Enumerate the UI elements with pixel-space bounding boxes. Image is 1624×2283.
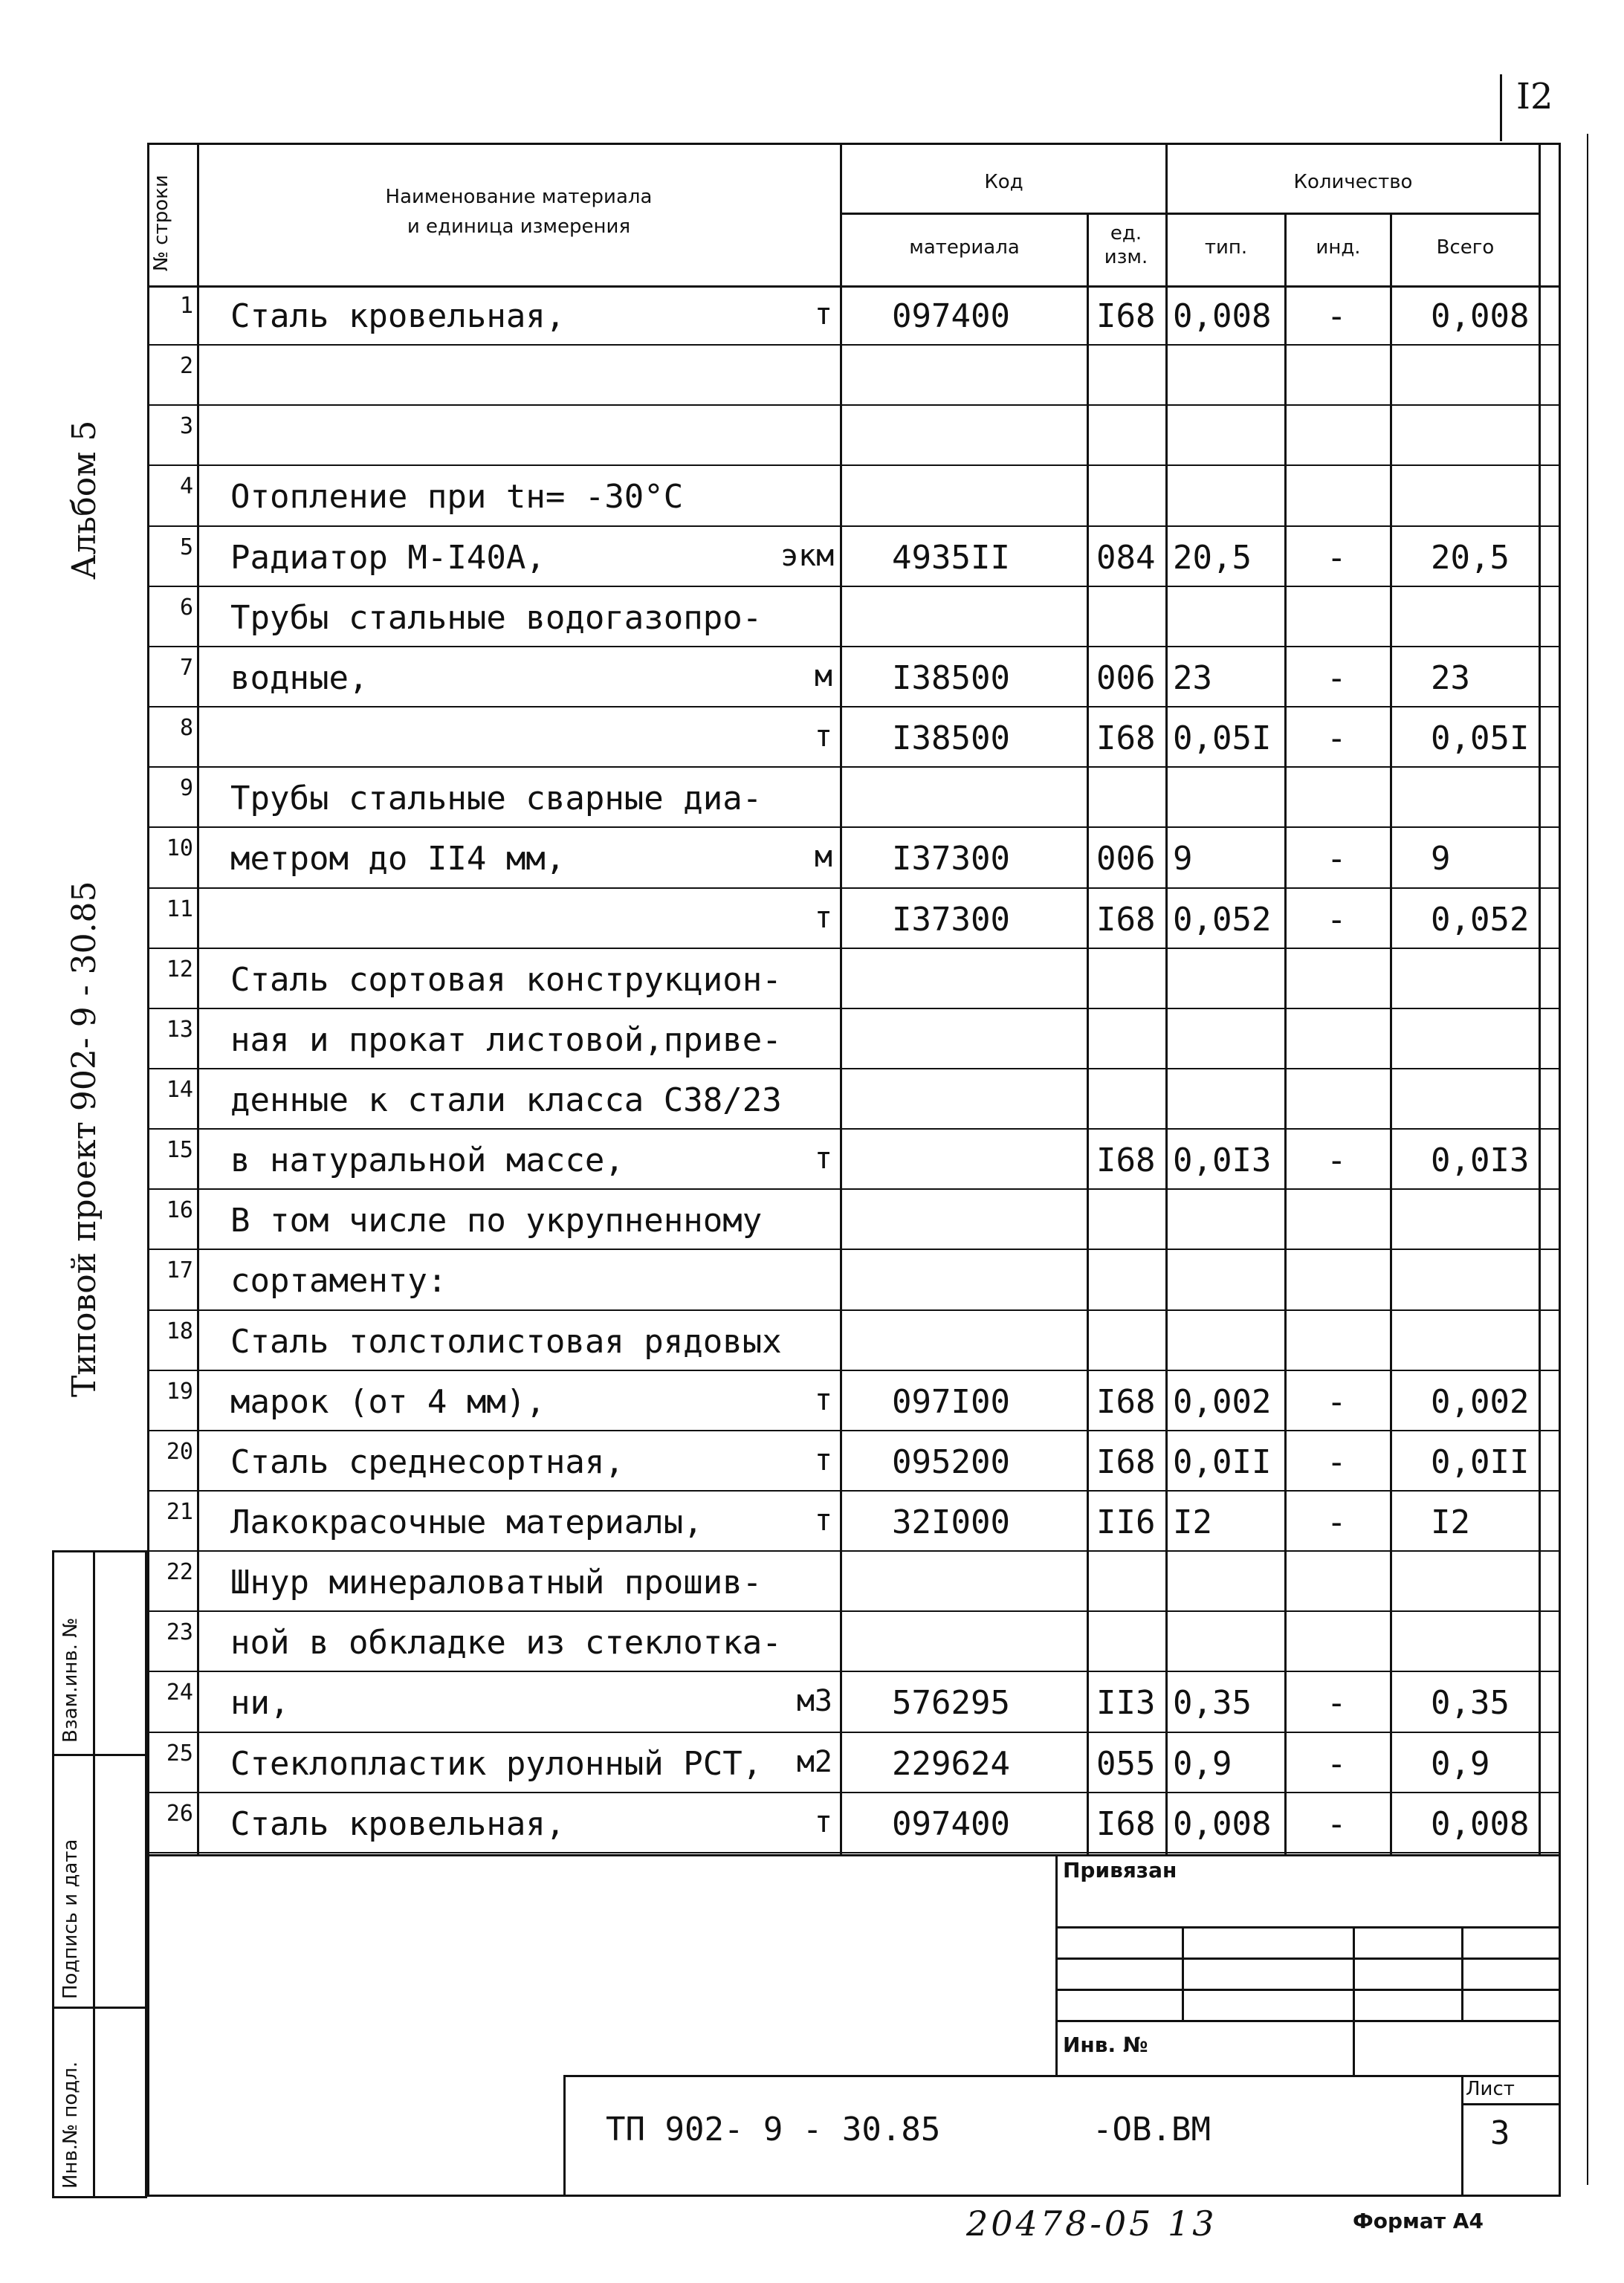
row-name: В том числе по укрупненному [230, 1202, 763, 1240]
row-name: Стеклопластик рулонный РСТ, [230, 1745, 763, 1783]
row-line [147, 1610, 1561, 1612]
row-number: 21 [166, 1499, 193, 1525]
row-qty-ind: - [1327, 1745, 1347, 1783]
row-qty-ind: - [1327, 719, 1347, 757]
row-name: Трубы стальные сварные диа- [230, 780, 763, 817]
row-number: 6 [179, 595, 193, 621]
row-unit: экм [780, 539, 835, 573]
row-number: 1 [179, 293, 193, 319]
row-unit-code: I68 [1096, 1443, 1156, 1481]
row-line [147, 1008, 1561, 1009]
row-qty-ind: - [1327, 1142, 1347, 1179]
stamp-vzam-inv: Взам.инв. № [59, 1617, 82, 1743]
row-qty-ind: - [1327, 1684, 1347, 1722]
title-block-list-divider [1461, 2075, 1463, 2197]
row-number: 15 [166, 1137, 193, 1163]
row-number: 25 [166, 1740, 193, 1767]
row-name: метром до II4 мм, [230, 840, 566, 878]
page-number: I2 [1516, 76, 1553, 117]
row-number: 3 [179, 413, 193, 439]
row-qty-typ: 0,35 [1173, 1684, 1252, 1722]
format-label: Формат А4 [1353, 2209, 1484, 2233]
row-qty-total: 23 [1431, 659, 1470, 697]
row-code: 097400 [892, 1805, 1010, 1843]
row-number: 2 [179, 353, 193, 379]
row-qty-total: 0,0I3 [1431, 1142, 1530, 1179]
row-code: 4935II [892, 539, 1010, 577]
row-line [147, 1249, 1561, 1250]
stamp-divider [93, 1550, 95, 2198]
privyazan-grid-col [1353, 1926, 1355, 2077]
row-qty-typ: 0,002 [1173, 1383, 1272, 1421]
row-name: ной в обкладке из стеклотка- [230, 1624, 782, 1662]
row-qty-typ: 0,9 [1173, 1745, 1232, 1783]
row-unit-code: 006 [1096, 840, 1156, 878]
row-unit: т [814, 901, 832, 935]
row-qty-total: 0,008 [1431, 297, 1530, 335]
row-unit: т [814, 1443, 832, 1477]
album-label: Альбом 5 [65, 420, 103, 580]
row-qty-ind: - [1327, 1383, 1347, 1421]
row-name: Сталь сортовая конструкцион- [230, 961, 782, 999]
row-line [147, 826, 1561, 828]
row-qty-typ: 20,5 [1173, 539, 1252, 577]
title-block-left [563, 2075, 566, 2197]
row-name: Сталь среднесортная, [230, 1443, 624, 1481]
row-unit: м3 [796, 1684, 832, 1718]
header-quantity: Количество [1293, 171, 1413, 193]
header-code-material: материала [909, 236, 1020, 259]
row-name: Трубы стальные водогазопро- [230, 599, 763, 637]
row-number: 11 [166, 896, 193, 922]
row-qty-ind: - [1327, 539, 1347, 577]
row-qty-ind: - [1327, 840, 1347, 878]
row-unit-code: I68 [1096, 1142, 1156, 1179]
row-qty-ind: - [1327, 297, 1347, 335]
header-qty-ind: инд. [1316, 236, 1361, 259]
header-code: Код [984, 171, 1023, 193]
row-code: 097400 [892, 297, 1010, 335]
row-number: 16 [166, 1197, 193, 1223]
row-unit: т [814, 1383, 832, 1417]
row-unit: т [814, 719, 832, 754]
row-line [147, 1309, 1561, 1311]
row-unit-code: I68 [1096, 297, 1156, 335]
row-code: I38500 [892, 719, 1010, 757]
stamp-row-line [52, 1754, 147, 1756]
header-row-no: № строки [150, 175, 172, 271]
row-number: 12 [166, 956, 193, 982]
row-line [147, 1671, 1561, 1672]
list-label-line [1461, 2103, 1561, 2105]
row-name: Отопление при tн= -30°С [230, 478, 684, 516]
stamp-podpis-data: Подпись и дата [59, 1839, 82, 1999]
row-line [147, 1370, 1561, 1371]
row-unit: м [814, 659, 832, 693]
row-name: Радиатор М-I40А, [230, 539, 546, 577]
row-qty-ind: - [1327, 1443, 1347, 1481]
row-name: Шнур минераловатный прошив- [230, 1564, 763, 1602]
row-unit-code: 055 [1096, 1745, 1156, 1783]
table-top-line [147, 143, 1561, 145]
row-name: марок (от 4 мм), [230, 1383, 546, 1421]
page-number-divider [1500, 74, 1502, 141]
row-line [147, 1852, 1561, 1853]
row-qty-total: 0,9 [1431, 1745, 1490, 1783]
inv-no-label: Инв. № [1063, 2033, 1148, 2057]
row-unit-code: I68 [1096, 1805, 1156, 1843]
row-qty-total: 0,002 [1431, 1383, 1530, 1421]
col-line-code [1087, 213, 1089, 1854]
row-number: 10 [166, 835, 193, 861]
header-name-line2: и единица измерения [407, 216, 631, 238]
header-qty-typ: тип. [1204, 236, 1248, 259]
row-unit: т [814, 1805, 832, 1839]
row-number: 7 [179, 655, 193, 681]
row-line [147, 1490, 1561, 1492]
row-unit-code: II3 [1096, 1684, 1156, 1722]
row-number: 19 [166, 1379, 193, 1405]
row-code: I38500 [892, 659, 1010, 697]
row-number: 23 [166, 1619, 193, 1645]
row-name: Сталь толстолистовая рядовых [230, 1323, 782, 1361]
privyazan-grid-line [1055, 2020, 1561, 2022]
row-line [147, 1792, 1561, 1793]
title-block-top [563, 2075, 1561, 2077]
row-qty-ind: - [1327, 901, 1347, 939]
list-number: 3 [1490, 2114, 1510, 2152]
row-unit-code: II6 [1096, 1503, 1156, 1541]
bottom-handwritten-number: 20478-05 13 [966, 2203, 1217, 2244]
row-name: ни, [230, 1684, 290, 1722]
right-margin-line [1587, 134, 1588, 2185]
row-qty-total: I2 [1431, 1503, 1470, 1541]
row-line [147, 464, 1561, 466]
row-code: 097I00 [892, 1383, 1010, 1421]
header-code-unit: ед. изм. [1104, 222, 1148, 268]
col-line-total [1539, 143, 1541, 1854]
row-unit-code: I68 [1096, 901, 1156, 939]
row-number: 13 [166, 1017, 193, 1043]
row-unit: м2 [796, 1745, 832, 1779]
row-line [147, 1430, 1561, 1431]
row-number: 8 [179, 715, 193, 741]
privyazan-grid-col [1461, 1926, 1463, 2020]
row-qty-total: 0,0II [1431, 1443, 1530, 1481]
row-line [147, 404, 1561, 406]
row-qty-total: 0,35 [1431, 1684, 1510, 1722]
col-line-ind [1390, 213, 1392, 1854]
row-name: в натуральной массе, [230, 1142, 624, 1179]
row-qty-total: 20,5 [1431, 539, 1510, 577]
row-qty-typ: 0,0I3 [1173, 1142, 1272, 1179]
row-line [147, 1128, 1561, 1130]
row-qty-typ: 0,05I [1173, 719, 1272, 757]
row-unit: т [814, 297, 832, 331]
row-code: 095200 [892, 1443, 1010, 1481]
row-qty-typ: 0,008 [1173, 1805, 1272, 1843]
stamp-row-line [52, 2007, 147, 2009]
row-line [147, 1068, 1561, 1069]
row-qty-ind: - [1327, 1805, 1347, 1843]
header-bottom-line [147, 285, 1561, 288]
row-qty-total: 0,05I [1431, 719, 1530, 757]
row-number: 5 [179, 534, 193, 560]
row-number: 4 [179, 473, 193, 499]
row-qty-typ: 0,0II [1173, 1443, 1272, 1481]
row-qty-typ: 0,008 [1173, 297, 1272, 335]
row-number: 9 [179, 775, 193, 801]
row-code: I37300 [892, 901, 1010, 939]
row-qty-typ: 0,052 [1173, 901, 1272, 939]
row-name: сортаменту: [230, 1262, 447, 1300]
row-name: денные к стали класса С38/23 [230, 1081, 782, 1119]
row-number: 22 [166, 1559, 193, 1585]
row-name: Лакокрасочные материалы, [230, 1503, 703, 1541]
row-number: 26 [166, 1801, 193, 1827]
row-unit: м [814, 840, 832, 874]
row-line [147, 706, 1561, 707]
privyazan-label: Привязан [1063, 1858, 1177, 1882]
header-subline [840, 213, 1539, 215]
row-line [147, 344, 1561, 346]
row-qty-typ: 9 [1173, 840, 1193, 878]
row-name: Сталь кровельная, [230, 1805, 566, 1843]
col-line-rownum [197, 143, 199, 1854]
stamp-inv-podl: Инв.№ подл. [59, 2061, 82, 2189]
row-qty-ind: - [1327, 1503, 1347, 1541]
col-line-typ [1284, 213, 1287, 1854]
row-line [147, 1188, 1561, 1190]
row-name: ная и прокат листовой,приве- [230, 1021, 782, 1059]
row-code: 576295 [892, 1684, 1010, 1722]
col-line-name [840, 143, 842, 1854]
privyazan-left-line [1055, 1854, 1058, 2077]
row-qty-total: 9 [1431, 840, 1451, 878]
row-line [147, 1550, 1561, 1552]
row-name: водные, [230, 659, 369, 697]
row-qty-total: 0,008 [1431, 1805, 1530, 1843]
privyazan-grid-line [1055, 1989, 1561, 1991]
project-label: Типовой проект 902- 9 - 30.85 [65, 881, 103, 1397]
row-number: 24 [166, 1680, 193, 1706]
row-name: Сталь кровельная, [230, 297, 566, 335]
row-number: 20 [166, 1439, 193, 1465]
privyazan-grid-line [1055, 1957, 1561, 1960]
row-number: 17 [166, 1257, 193, 1283]
row-line [147, 525, 1561, 527]
row-number: 14 [166, 1077, 193, 1103]
row-code: I37300 [892, 840, 1010, 878]
row-code: 229624 [892, 1745, 1010, 1783]
row-line [147, 586, 1561, 587]
row-unit: т [814, 1503, 832, 1538]
row-qty-typ: 23 [1173, 659, 1212, 697]
privyazan-grid-col [1182, 1926, 1184, 2020]
doc-suffix: -ОВ.ВМ [1093, 2111, 1211, 2148]
col-line-unit [1165, 143, 1168, 1854]
row-line [147, 948, 1561, 949]
row-number: 18 [166, 1318, 193, 1344]
doc-code: ТП 902- 9 - 30.85 [606, 2111, 941, 2148]
row-line [147, 1732, 1561, 1733]
privyazan-grid-line [1055, 1926, 1561, 1929]
row-code: 32I000 [892, 1503, 1010, 1541]
row-unit-code: I68 [1096, 719, 1156, 757]
table-bottom-line [147, 1854, 1561, 1856]
row-qty-total: 0,052 [1431, 901, 1530, 939]
row-line [147, 646, 1561, 647]
header-qty-total: Всего [1436, 236, 1495, 259]
row-unit-code: I68 [1096, 1383, 1156, 1421]
row-qty-typ: I2 [1173, 1503, 1212, 1541]
row-unit: т [814, 1142, 832, 1176]
list-label: Лист [1466, 2078, 1515, 2100]
row-unit-code: 006 [1096, 659, 1156, 697]
row-line [147, 887, 1561, 889]
row-line [147, 766, 1561, 768]
row-unit-code: 084 [1096, 539, 1156, 577]
header-name-line1: Наименование материала [385, 186, 653, 208]
row-qty-ind: - [1327, 659, 1347, 697]
